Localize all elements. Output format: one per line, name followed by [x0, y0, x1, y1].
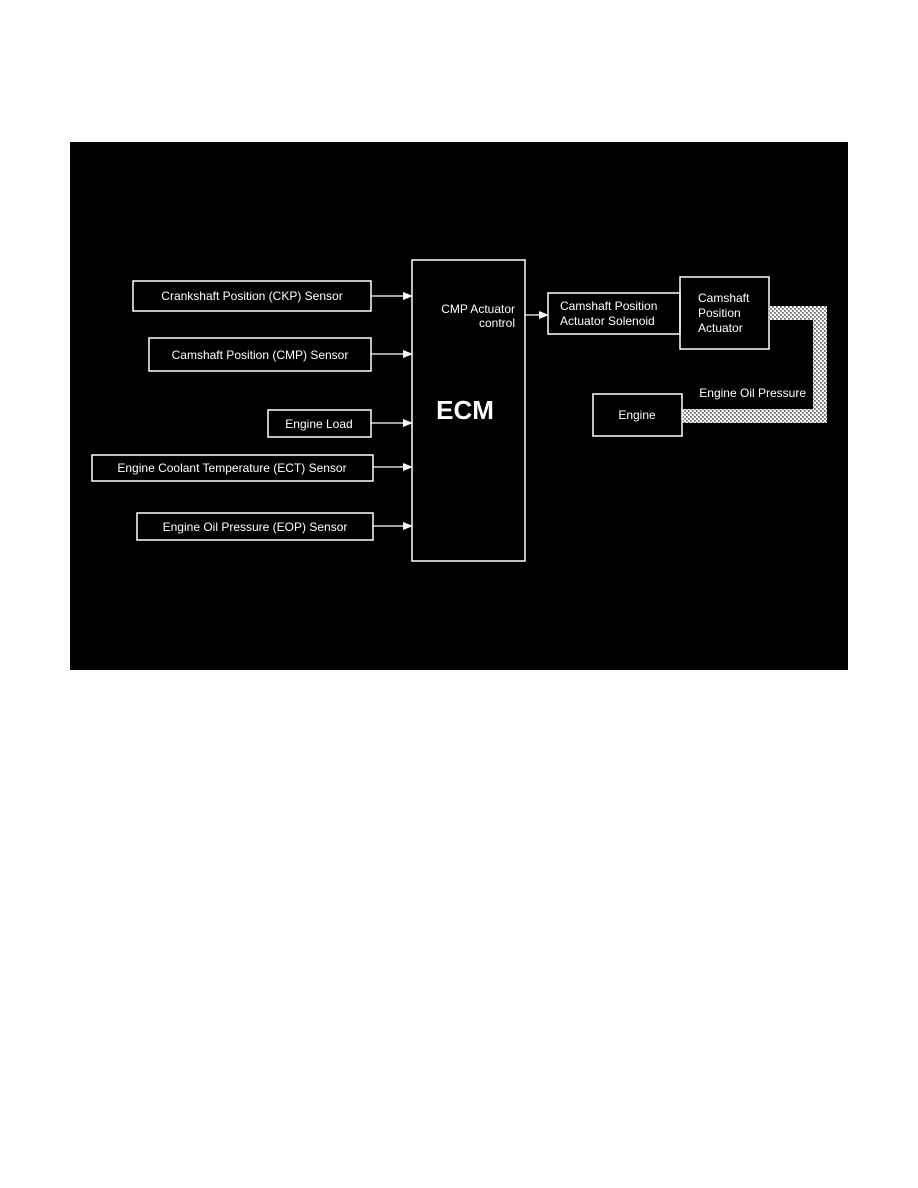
diagram-panel — [70, 142, 848, 670]
block-diagram — [70, 142, 848, 670]
solenoid-label-line1: Camshaft Position — [560, 299, 658, 313]
input-eop-sensor — [137, 513, 412, 540]
camshaft-actuator-block — [680, 277, 769, 349]
input-label-ect: Engine Coolant Temperature (ECT) Sensor — [117, 461, 347, 475]
input-label-eop: Engine Oil Pressure (EOP) Sensor — [162, 520, 348, 534]
ecm-output-label-line1: CMP Actuator — [441, 302, 515, 316]
ecm-output-label-line2: control — [478, 316, 515, 330]
input-label-engine-load: Engine Load — [285, 417, 353, 431]
engine-block — [593, 394, 682, 436]
oil-pressure-label: Engine Oil Pressure — [699, 386, 806, 400]
input-cmp-sensor — [149, 338, 412, 371]
ecm-block — [412, 260, 525, 561]
input-engine-load — [268, 410, 412, 437]
input-ckp-sensor — [133, 281, 412, 311]
solenoid-label-line2: Actuator Solenoid — [560, 314, 655, 328]
input-ect-sensor — [92, 455, 412, 481]
ecm-label: ECM — [436, 395, 494, 425]
actuator-label-line3: Actuator — [698, 321, 743, 335]
input-label-ckp: Crankshaft Position (CKP) Sensor — [161, 289, 343, 303]
input-label-cmp: Camshaft Position (CMP) Sensor — [171, 348, 349, 362]
actuator-label-line1: Camshaft — [698, 291, 750, 305]
oil-path-vertical-segment — [813, 306, 827, 423]
oil-path-bottom-segment — [682, 409, 827, 423]
actuator-label-line2: Position — [698, 306, 741, 320]
engine-label: Engine — [618, 408, 656, 422]
actuator-solenoid-block — [548, 293, 680, 334]
